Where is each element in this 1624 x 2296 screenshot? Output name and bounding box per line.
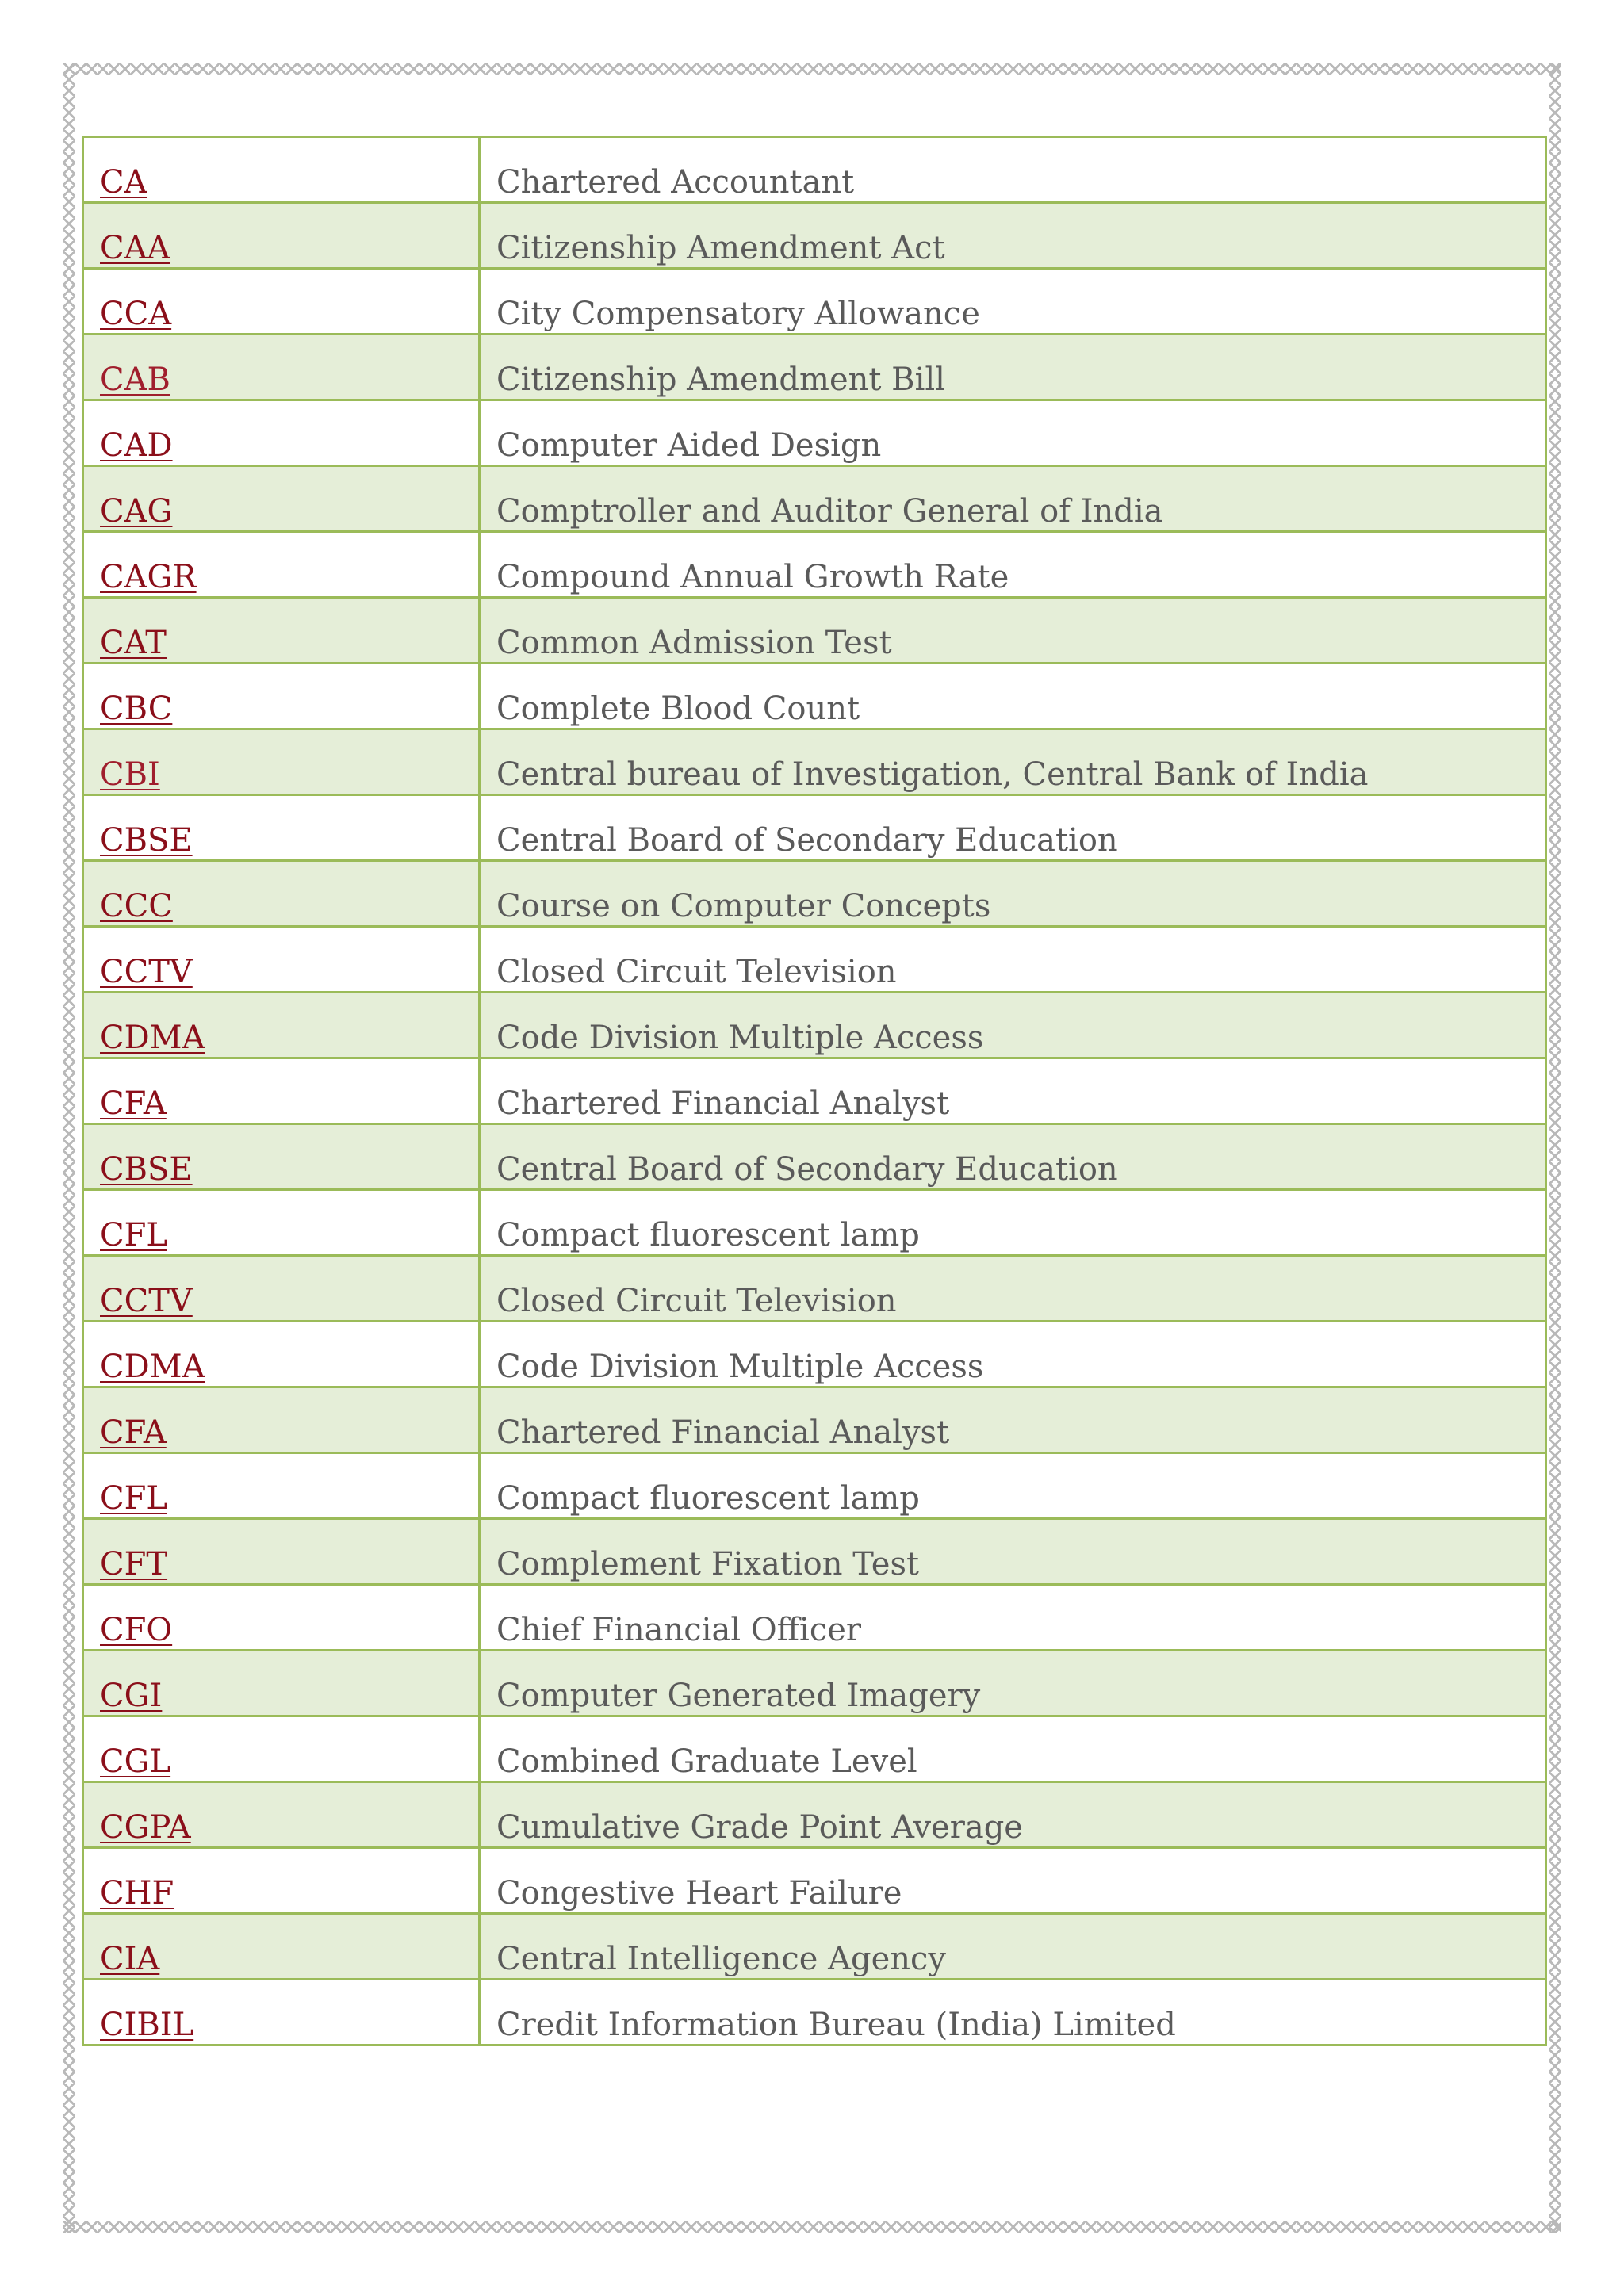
abbreviation-link[interactable]: CFA (100, 1414, 167, 1451)
table-row (83, 400, 1546, 466)
table-row (83, 861, 1546, 927)
abbreviation-link[interactable]: CGI (100, 1678, 163, 1714)
abbreviation-cell (83, 1848, 480, 1914)
abbreviation-link[interactable]: CA (100, 164, 147, 201)
meaning-cell: Closed Circuit Television (480, 927, 1546, 993)
table-row (83, 1124, 1546, 1190)
meaning-cell: Compound Annual Growth Rate (480, 532, 1546, 598)
page-border-bottom (63, 2221, 1561, 2233)
table-row (83, 664, 1546, 729)
meaning-cell: Compact fluorescent lamp (480, 1453, 1546, 1519)
meaning-cell: Congestive Heart Failure (480, 1848, 1546, 1914)
abbreviation-link[interactable]: CDMA (100, 1349, 205, 1385)
abbreviation-link[interactable]: CAT (100, 625, 167, 661)
abbreviation-cell (83, 1585, 480, 1651)
table-row (83, 466, 1546, 532)
table-row (83, 1453, 1546, 1519)
meaning-cell: Chartered Financial Analyst (480, 1058, 1546, 1124)
abbreviation-cell (83, 1651, 480, 1716)
abbreviation-cell (83, 466, 480, 532)
meaning-cell: Chartered Financial Analyst (480, 1387, 1546, 1453)
abbreviations-table-body (83, 137, 1546, 2045)
meaning-cell: Computer Aided Design (480, 400, 1546, 466)
abbreviation-cell (83, 1453, 480, 1519)
abbreviation-link[interactable]: CFA (100, 1085, 167, 1122)
abbreviation-link[interactable]: CAA (100, 230, 170, 266)
abbreviation-cell (83, 335, 480, 400)
page-border-top (63, 63, 1561, 75)
table-row (83, 203, 1546, 269)
meaning-cell: Closed Circuit Television (480, 1256, 1546, 1322)
table-row (83, 532, 1546, 598)
abbreviation-cell (83, 1716, 480, 1782)
meaning-cell: Central Board of Secondary Education (480, 795, 1546, 861)
meaning-cell: Credit Information Bureau (India) Limited (480, 1980, 1546, 2045)
abbreviation-cell (83, 927, 480, 993)
meaning-cell: Combined Graduate Level (480, 1716, 1546, 1782)
meaning-cell: Comptroller and Auditor General of India (480, 466, 1546, 532)
meaning-cell: Chief Financial Officer (480, 1585, 1546, 1651)
meaning-cell: Computer Generated Imagery (480, 1651, 1546, 1716)
abbreviation-cell (83, 993, 480, 1058)
abbreviation-link[interactable]: CAB (100, 362, 170, 398)
abbreviation-link[interactable]: CHF (100, 1875, 174, 1911)
table-row (83, 1914, 1546, 1980)
meaning-cell: Chartered Accountant (480, 137, 1546, 203)
table-row (83, 1519, 1546, 1585)
meaning-cell: Code Division Multiple Access (480, 1322, 1546, 1387)
table-row (83, 1387, 1546, 1453)
abbreviation-cell (83, 1256, 480, 1322)
table-row (83, 1651, 1546, 1716)
abbreviation-link[interactable]: CCTV (100, 1283, 193, 1319)
abbreviation-link[interactable]: CAGR (100, 559, 197, 595)
meaning-cell: Central Board of Secondary Education (480, 1124, 1546, 1190)
abbreviation-cell (83, 1322, 480, 1387)
abbreviation-cell (83, 1058, 480, 1124)
abbreviation-cell (83, 1124, 480, 1190)
abbreviation-link[interactable]: CCA (100, 296, 172, 332)
abbreviation-cell (83, 400, 480, 466)
abbreviation-cell (83, 729, 480, 795)
table-row (83, 1058, 1546, 1124)
meaning-cell: City Compensatory Allowance (480, 269, 1546, 335)
meaning-cell: Code Division Multiple Access (480, 993, 1546, 1058)
abbreviation-link[interactable]: CFL (100, 1480, 167, 1517)
abbreviation-link[interactable]: CGPA (100, 1809, 191, 1846)
page-border-left (63, 63, 75, 2233)
abbreviation-cell (83, 1782, 480, 1848)
table-row (83, 269, 1546, 335)
table-row (83, 598, 1546, 664)
abbreviation-cell (83, 532, 480, 598)
table-row (83, 795, 1546, 861)
table-row (83, 927, 1546, 993)
table-row (83, 1256, 1546, 1322)
abbreviation-link[interactable]: CCC (100, 888, 173, 924)
abbreviation-cell (83, 664, 480, 729)
abbreviation-link[interactable]: CGL (100, 1743, 171, 1780)
abbreviation-link[interactable]: CFO (100, 1612, 173, 1648)
table-row (83, 137, 1546, 203)
abbreviation-cell (83, 861, 480, 927)
abbreviation-cell (83, 203, 480, 269)
abbreviation-cell (83, 1980, 480, 2045)
meaning-cell: Common Admission Test (480, 598, 1546, 664)
table-row (83, 1190, 1546, 1256)
abbreviation-link[interactable]: CDMA (100, 1020, 205, 1056)
meaning-cell: Cumulative Grade Point Average (480, 1782, 1546, 1848)
abbreviation-link[interactable]: CCTV (100, 954, 193, 990)
table-row (83, 1980, 1546, 2045)
abbreviation-cell (83, 598, 480, 664)
table-row (83, 993, 1546, 1058)
table-row (83, 1782, 1546, 1848)
abbreviation-cell (83, 1387, 480, 1453)
table-row (83, 729, 1546, 795)
abbreviation-link[interactable]: CIBIL (100, 2007, 194, 2043)
abbreviation-link[interactable]: CAD (100, 427, 173, 464)
abbreviation-link[interactable]: CAG (100, 493, 173, 530)
meaning-cell: Course on Computer Concepts (480, 861, 1546, 927)
abbreviation-link[interactable]: CIA (100, 1941, 160, 1977)
abbreviation-cell (83, 1519, 480, 1585)
table-row (83, 1848, 1546, 1914)
abbreviation-link[interactable]: CBC (100, 691, 173, 727)
abbreviation-link[interactable]: CBI (100, 756, 160, 793)
abbreviation-cell (83, 137, 480, 203)
abbreviation-cell (83, 269, 480, 335)
table-row (83, 1716, 1546, 1782)
abbreviation-cell (83, 1190, 480, 1256)
abbreviation-cell (83, 1914, 480, 1980)
meaning-cell: Complement Fixation Test (480, 1519, 1546, 1585)
abbreviation-link[interactable]: CFT (100, 1546, 168, 1582)
meaning-cell: Central bureau of Investigation, Central Bank of India (480, 729, 1546, 795)
abbreviation-cell (83, 795, 480, 861)
abbreviations-table (82, 136, 1547, 2046)
meaning-cell: Citizenship Amendment Bill (480, 335, 1546, 400)
meaning-cell: Citizenship Amendment Act (480, 203, 1546, 269)
table-row (83, 1585, 1546, 1651)
meaning-cell: Complete Blood Count (480, 664, 1546, 729)
abbreviation-link[interactable]: CFL (100, 1217, 167, 1253)
table-row (83, 335, 1546, 400)
abbreviation-link[interactable]: CBSE (100, 1151, 193, 1188)
meaning-cell: Compact fluorescent lamp (480, 1190, 1546, 1256)
abbreviation-link[interactable]: CBSE (100, 822, 193, 859)
table-row (83, 1322, 1546, 1387)
meaning-cell: Central Intelligence Agency (480, 1914, 1546, 1980)
page-border-right (1549, 63, 1561, 2233)
